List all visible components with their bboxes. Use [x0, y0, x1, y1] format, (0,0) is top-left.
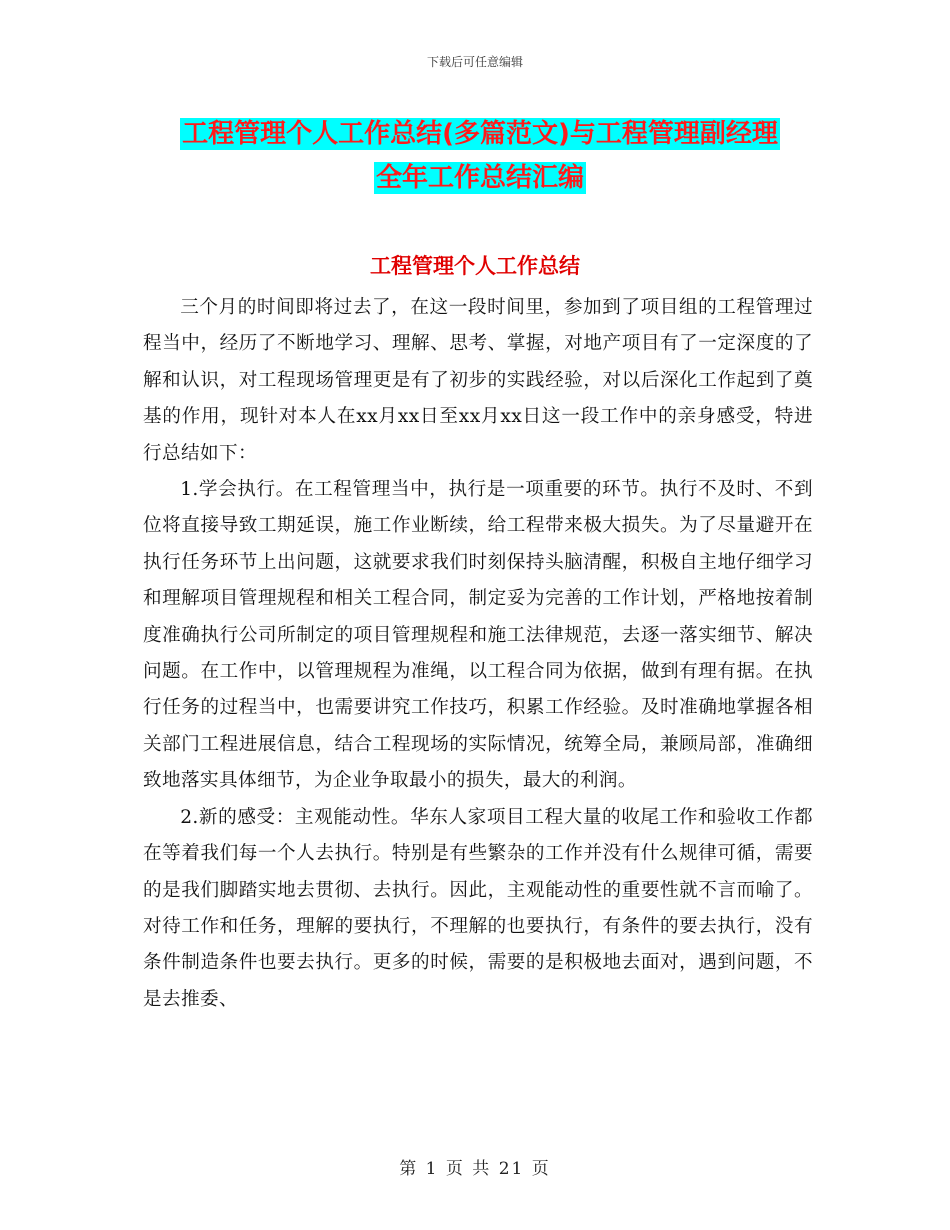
document-title-line-1 — [140, 113, 820, 150]
document-title-text-1: 工程管理个人工作总结(多篇范文)与工程管理副经理 — [182, 119, 778, 149]
section-heading: 工程管理个人工作总结 — [370, 254, 580, 278]
paragraph-point-2: 2.新的感受：主观能动性。华东人家项目工程大量的收尾工作和验收工作都在等着我们每一个人去执行。特别是有些繁杂的工作并没有什么规律可循，需要的是我们脚踏实地去贯彻、去执行。因此，主观能动性的重要性就不言而喻了。对待工作和任务，理解的要执行，不理解的也要执行，有条件的要去执行，没有条件制造条件也要去执行。更多的时候，需要的是积极地去面对，遇到问题，不是去推委、 — [143, 806, 813, 1010]
document-title-line-2 — [140, 157, 820, 194]
paragraph-point-1: 1.学会执行。在工程管理当中，执行是一项重要的环节。执行不及时、不到位将直接导致工期延误，施工作业断续，给工程带来极大损失。为了尽量避开在执行任务环节上出问题，这就要求我们时刻保持头脑清醒，积极自主地仔细学习和理解项目管理规程和相关工程合同，制定妥为完善的工作计划，严格地按着制度准确执行公司所制定的项目管理规程和施工法律规范，去逐一落实细节、解决问题。在工作中，以管理规程为准绳，以工程合同为依据，做到有理有据。在执行任务的过程当中，也需要讲究工作技巧，积累工作经验。及时准确地掌握各相关部门工程进展信息，结合工程现场的实际情况，统筹全局，兼顾局部，准确细致地落实具体细节，为企业争取最小的损失，最大的利润。 — [143, 479, 813, 792]
page-number-footer: 第 1 页 共 21 页 — [399, 1159, 551, 1179]
paragraph-intro: 三个月的时间即将过去了，在这一段时间里，参加到了项目组的工程管理过程当中，经历了不断地学习、理解、思考、掌握，对地产项目有了一定深度的了解和认识，对工程现场管理更是有了初步的实践经验，对以后深化工作起到了奠基的作用，现针对本人在xx月xx日至xx月xx日这一段工作中的亲身感受，特进行总结如下： — [143, 297, 813, 464]
body-text — [143, 290, 813, 1018]
document-title-text-2: 全年工作总结汇编 — [375, 163, 584, 193]
header-note: 下载后可任意编辑 — [426, 55, 523, 69]
